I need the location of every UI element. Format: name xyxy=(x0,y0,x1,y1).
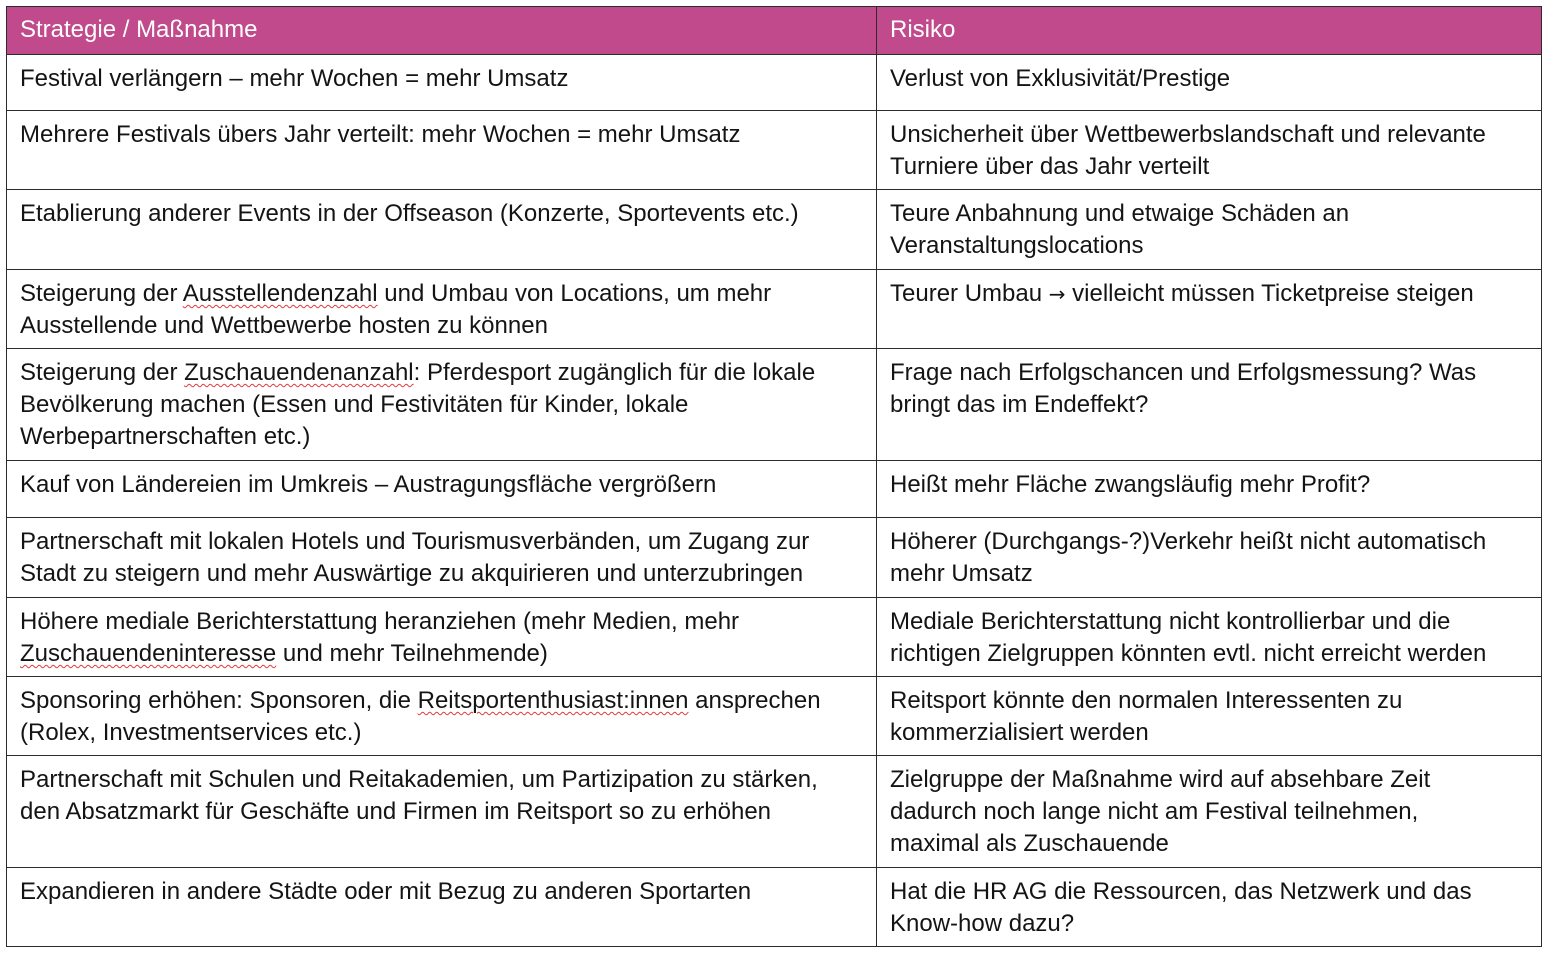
column-header-risk: Risiko xyxy=(877,7,1542,55)
risk-cell xyxy=(877,868,1542,947)
cell-line: Expandieren in andere Städte oder mit Bezug zu anderen Sportarten xyxy=(20,878,752,905)
cell-line: Etablierung anderer Events in der Offseason (Konzerte, Sportevents etc.) xyxy=(20,200,799,227)
cell-text: und mehr Teilnehmende) xyxy=(276,640,548,667)
table-row xyxy=(7,868,1542,947)
table-row xyxy=(7,55,1542,111)
spellcheck-flagged-word[interactable]: Reitsportenthusiast:innen xyxy=(417,687,689,714)
table-row xyxy=(7,518,1542,598)
cell-line: Know-how dazu? xyxy=(890,910,1075,937)
cell-line: Stadt zu steigern und mehr Auswärtige zu akquirieren und unterzubringen xyxy=(20,560,804,587)
cell-line: Reitsport könnte den normalen Interessenten zu xyxy=(890,687,1403,714)
cell-line: richtigen Zielgruppen könnten evtl. nicht erreicht werden xyxy=(890,640,1487,667)
risk-cell xyxy=(877,677,1542,756)
spellcheck-flagged-word[interactable]: Zuschauendeninteresse xyxy=(20,640,277,667)
strategy-cell xyxy=(7,518,877,598)
table-row xyxy=(7,190,1542,270)
cell-line: Teure Anbahnung und etwaige Schäden an xyxy=(890,200,1350,227)
strategy-cell xyxy=(7,55,877,111)
cell-line: Mehrere Festivals übers Jahr verteilt: mehr Wochen = mehr Umsatz xyxy=(20,121,741,148)
cell-text: Sponsoring erhöhen: Sponsoren, die xyxy=(20,687,418,714)
cell-line: Partnerschaft mit Schulen und Reitakademien, um Partizipation zu stärken, xyxy=(20,766,818,793)
risk-cell xyxy=(877,190,1542,270)
risk-cell xyxy=(877,598,1542,677)
risk-cell xyxy=(877,270,1542,349)
table-header-row xyxy=(7,7,1542,55)
cell-line: Ausstellende und Wettbewerbe hosten zu können xyxy=(20,312,548,339)
cell-line: Heißt mehr Fläche zwangsläufig mehr Profit? xyxy=(890,471,1371,498)
strategy-cell xyxy=(7,270,877,349)
strategy-risk-table xyxy=(6,6,1542,947)
cell-line: mehr Umsatz xyxy=(890,560,1033,587)
table-row xyxy=(7,756,1542,868)
cell-line: Veranstaltungslocations xyxy=(890,232,1144,259)
cell-line: bringt das im Endeffekt? xyxy=(890,391,1149,418)
risk-cell xyxy=(877,461,1542,518)
cell-line: kommerzialisiert werden xyxy=(890,719,1149,746)
cell-line: maximal als Zuschauende xyxy=(890,830,1169,857)
cell-line: Höhere mediale Berichterstattung heranziehen (mehr Medien, mehr xyxy=(20,608,740,635)
cell-text: vielleicht müssen Ticketpreise steigen xyxy=(1065,280,1474,307)
cell-line: Werbepartnerschaften etc.) xyxy=(20,423,311,450)
strategy-cell xyxy=(7,461,877,518)
table-row xyxy=(7,461,1542,518)
cell-line: Zielgruppe der Maßnahme wird auf absehbare Zeit xyxy=(890,766,1431,793)
strategy-cell xyxy=(7,111,877,190)
cell-text: Steigerung der xyxy=(20,280,183,307)
column-header-strategy: Strategie / Maßnahme xyxy=(7,7,877,55)
cell-line: Kauf von Ländereien im Umkreis – Austragungsfläche vergrößern xyxy=(20,471,717,498)
table-row xyxy=(7,270,1542,349)
risk-cell xyxy=(877,756,1542,868)
cell-text: und Umbau von Locations, um mehr xyxy=(377,280,772,307)
risk-cell xyxy=(877,55,1542,111)
cell-line: Bevölkerung machen (Essen und Festivitäten für Kinder, lokale xyxy=(20,391,689,418)
cell-line: dadurch noch lange nicht am Festival teilnehmen, xyxy=(890,798,1419,825)
strategy-cell xyxy=(7,756,877,868)
strategy-cell xyxy=(7,190,877,270)
cell-text: ansprechen xyxy=(688,687,821,714)
cell-line: (Rolex, Investmentservices etc.) xyxy=(20,719,362,746)
table-row xyxy=(7,677,1542,756)
spellcheck-flagged-word[interactable]: Ausstellendenzahl xyxy=(182,280,378,307)
risk-cell xyxy=(877,349,1542,461)
cell-line: Frage nach Erfolgschancen und Erfolgsmessung? Was xyxy=(890,359,1477,386)
table-row xyxy=(7,111,1542,190)
cell-line: Hat die HR AG die Ressourcen, das Netzwerk und das xyxy=(890,878,1472,905)
cell-line: den Absatzmarkt für Geschäfte und Firmen im Reitsport so zu erhöhen xyxy=(20,798,772,825)
cell-line: Verlust von Exklusivität/Prestige xyxy=(890,65,1231,92)
arrow-right-icon: → xyxy=(1048,282,1066,306)
spellcheck-flagged-word[interactable]: Zuschauendenanzahl xyxy=(184,359,414,386)
strategy-cell xyxy=(7,868,877,947)
cell-line: Höherer (Durchgangs-?)Verkehr heißt nicht automatisch xyxy=(890,528,1487,555)
strategy-cell xyxy=(7,349,877,461)
cell-line: Partnerschaft mit lokalen Hotels und Tourismusverbänden, um Zugang zur xyxy=(20,528,810,555)
cell-text: Steigerung der xyxy=(20,359,185,386)
cell-line: Unsicherheit über Wettbewerbslandschaft und relevante xyxy=(890,121,1486,148)
cell-text: : Pferdesport zugänglich für die lokale xyxy=(413,359,816,386)
table-row xyxy=(7,349,1542,461)
cell-text: Teurer Umbau xyxy=(890,280,1049,307)
strategy-cell xyxy=(7,677,877,756)
risk-cell xyxy=(877,518,1542,598)
cell-line: Festival verlängern – mehr Wochen = mehr Umsatz xyxy=(20,65,569,92)
strategy-cell xyxy=(7,598,877,677)
cell-line: Turniere über das Jahr verteilt xyxy=(890,153,1210,180)
risk-cell xyxy=(877,111,1542,190)
table-row xyxy=(7,598,1542,677)
cell-line: Mediale Berichterstattung nicht kontrollierbar und die xyxy=(890,608,1451,635)
